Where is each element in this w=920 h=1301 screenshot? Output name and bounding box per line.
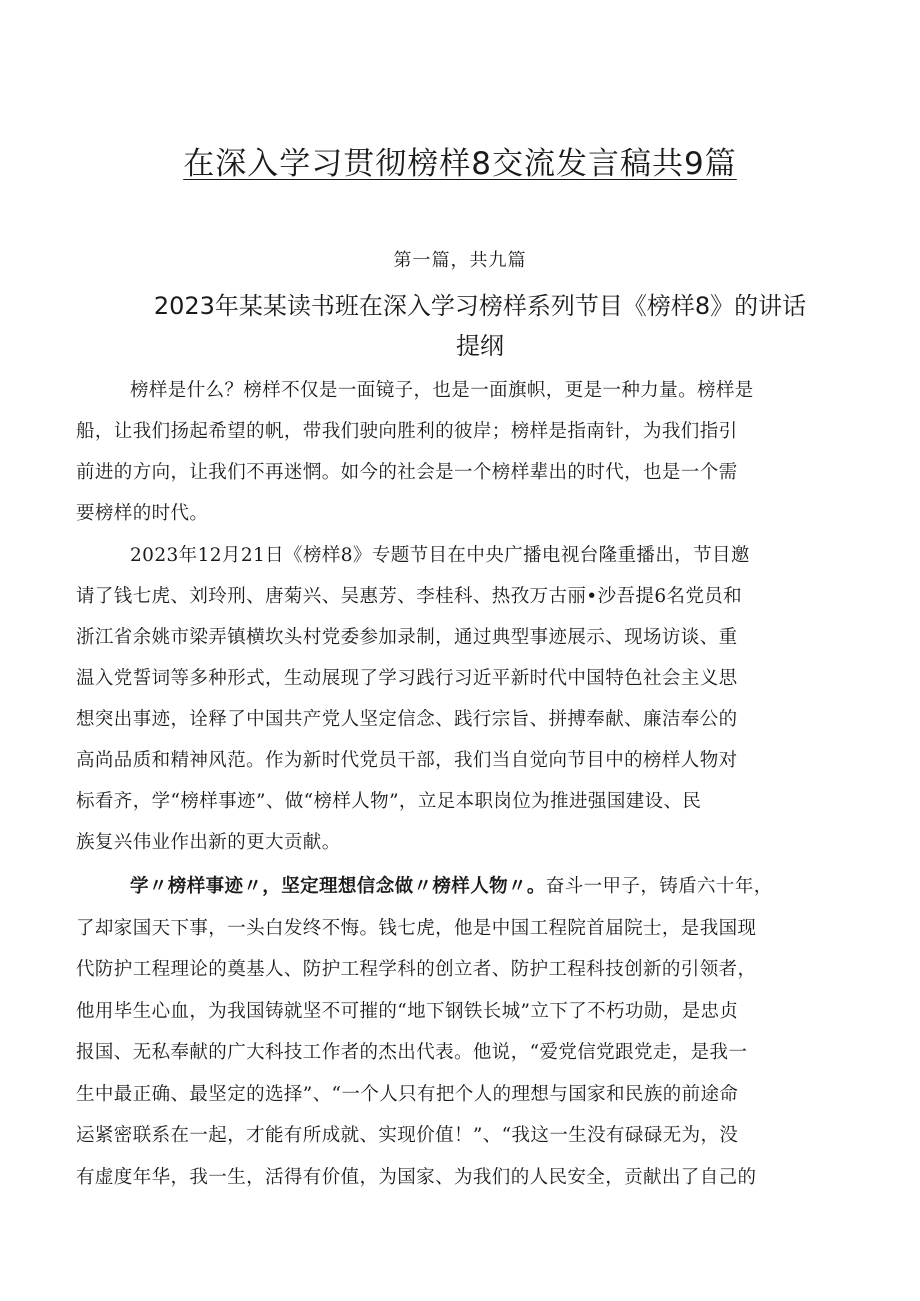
paragraph-line: 标看齐，学“榜样事迹”、做“榜样人物”，立足本职岗位为推进强国建设、民 xyxy=(76,791,702,812)
paragraph-line: 想突出事迹，诠释了中国共产党人坚定信念、践行宗旨、拼搏奉献、廉洁奉公的 xyxy=(76,709,738,730)
paragraph-line: 2023年12月21日《榜样8》专题节目在中央广播电视台隆重播出，节目邀 xyxy=(130,545,750,566)
paragraph-line: 有虚度年华，我一生，活得有价值，为国家、为我们的人民安全，贡献出了自己的 xyxy=(76,1166,757,1188)
paragraph-line: 他用毕生心血，为我国铸就坚不可摧的“地下钢铁长城”立下了不朽功勋，是忠贞 xyxy=(76,1000,739,1022)
paragraph-line: 要榜样的时代。 xyxy=(76,503,209,524)
paragraph-line: 生中最正确、最坚定的选择”、“一个人只有把个人的理想与国家和民族的前途命 xyxy=(76,1083,739,1105)
paragraph-line: 了却家国天下事，一头白发终不悔。钱七虎，他是中国工程院首届院士，是我国现 xyxy=(76,917,757,939)
article-heading xyxy=(100,286,860,366)
paragraph-line: 船，让我们扬起希望的帆，带我们驶向胜利的彼岸；榜样是指南针，为我们指引 xyxy=(76,421,738,442)
paragraph-intro xyxy=(76,370,876,534)
paragraph-line: 前进的方向，让我们不再迷惘。如今的社会是一个榜样辈出的时代，也是一个需 xyxy=(76,462,738,483)
paragraph-program xyxy=(76,535,876,863)
paragraph-qian-qihu xyxy=(76,866,876,1198)
paragraph-line: 榜样是什么？榜样不仅是一面镜子，也是一面旗帜，更是一种力量。榜样是 xyxy=(130,380,754,401)
paragraph-line: 请了钱七虎、刘玲刑、唐菊兴、吴惠芳、李桂科、热孜万古丽•沙吾提6名党员和 xyxy=(76,586,743,607)
heading-line: 2023年某某读书班在深入学习榜样系列节目《榜样8》的讲话 xyxy=(153,292,807,320)
paragraph-line: 运紧密联系在一起，才能有所成就、实现价值！”、“我这一生没有碌碌无为，没 xyxy=(76,1125,739,1146)
paragraph-line: 浙江省余姚市梁弄镇横坎头村党委参加录制，通过典型事迹展示、现场访谈、重 xyxy=(76,627,738,648)
paragraph-first-line xyxy=(76,866,876,908)
paragraph-lead-heading: 学〃榜样事迹〃，坚定理想信念做〃榜样人物〃。 xyxy=(130,876,546,897)
paragraph-line: 高尚品质和精神风范。作为新时代党员干部，我们当自觉向节目中的榜样人物对 xyxy=(76,750,738,771)
document-title: 在深入学习贯彻榜样8交流发言稿共9篇 xyxy=(183,146,737,182)
paragraph-line: 族复兴伟业作出新的更大贡献。 xyxy=(76,832,341,853)
paragraph-line-rest: 奋斗一甲子，铸盾六十年， xyxy=(545,876,773,897)
paragraph-line: 温入党誓词等多种形式，生动展现了学习践行习近平新时代中国特色社会主义思 xyxy=(76,668,738,689)
section-label: 第一篇，共九篇 xyxy=(393,250,527,271)
paragraph-line: 报国、无私奉献的广大科技工作者的杰出代表。他说，“爱党信党跟党走，是我一 xyxy=(76,1042,748,1063)
heading-line: 提纲 xyxy=(456,332,504,360)
paragraph-line: 代防护工程理论的奠基人、防护工程学科的创立者、防护工程科技创新的引领者， xyxy=(76,959,757,980)
